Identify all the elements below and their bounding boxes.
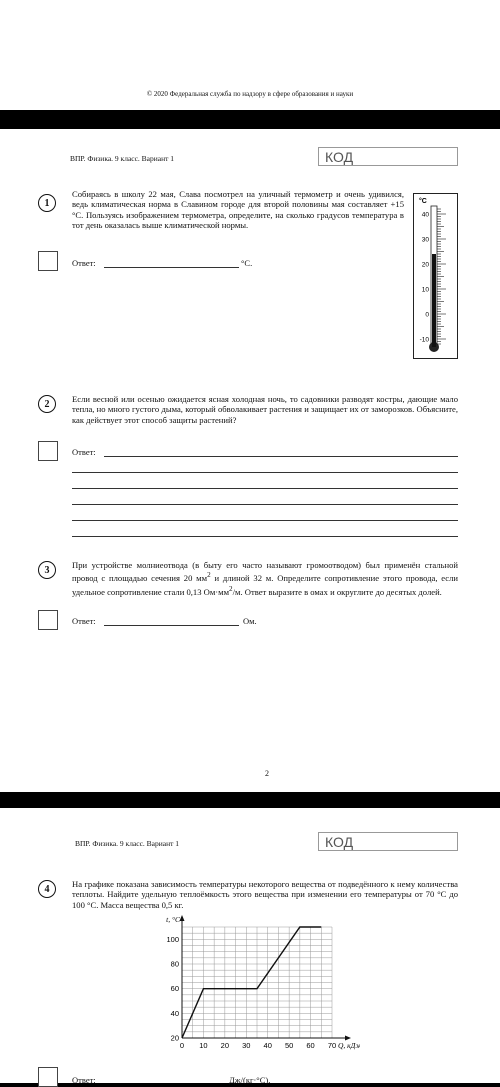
- question-number: 4: [38, 880, 56, 898]
- answer-unit: Дж/(кг·°С).: [229, 1075, 271, 1085]
- question-number: 1: [38, 194, 56, 212]
- chart-y-axis-arrow: [180, 915, 185, 921]
- chart-x-tick-label: 20: [220, 1041, 230, 1050]
- thermometer-tick-label: 30: [421, 236, 429, 244]
- question-number: 2: [38, 395, 56, 413]
- chart-y-tick-label: 100: [166, 934, 179, 944]
- thermometer-unit-label: °C: [419, 198, 427, 205]
- answer-line[interactable]: [72, 536, 458, 537]
- question-3-text: При устройстве молниеотвода (в быту его часто называют громоотводом) был применён стальной провод с площадью сечения 20 $мм^2$ и длиной 32 м. Определите сопротивление этого провода, если удельное сопротивление стали 0,13 $Ом\cdot мм^2/м$. Ответ выразите в омах и округлите до десятых долей.: [72, 560, 458, 597]
- chart-x-tick-label: 0: [179, 1041, 185, 1050]
- chart-y-tick-label: 80: [170, 959, 179, 969]
- chart-y-axis-label: t, °С: [166, 915, 180, 924]
- page-header: ВПР. Физика. 9 класс. Вариант 1: [75, 839, 180, 848]
- answer-line[interactable]: [72, 472, 458, 473]
- thermometer-tick-label: 40: [421, 211, 429, 219]
- answer-line[interactable]: [104, 267, 239, 268]
- answer-box[interactable]: [38, 1067, 58, 1087]
- question-1-text: Собираясь в школу 22 мая, Слава посмотрел на уличный термометр и очень удивился, ведь климатическая норма в Славином городе для второй половины мая составляет +15 °С. Пользуясь изображением термометра, определите, на сколько градусов температура в тот день оказалась выше климатической нормы.: [72, 189, 404, 231]
- thermometer-tick-label: 20: [421, 261, 429, 269]
- page-header: ВПР. Физика. 9 класс. Вариант 1: [70, 154, 175, 163]
- thermometer-scale: [414, 194, 457, 358]
- chart: [160, 912, 360, 1062]
- thermometer-liquid: [432, 254, 436, 347]
- chart-x-tick-label: 40: [263, 1041, 272, 1050]
- chart-y-tick-label: 40: [170, 1008, 179, 1018]
- chart-x-tick-label: 10: [199, 1041, 208, 1050]
- chart-y-tick-label: 20: [170, 1033, 179, 1043]
- page-2: [0, 129, 500, 792]
- chart-x-tick-label: 30: [242, 1041, 251, 1050]
- chart-y-tick-label: 60: [170, 984, 179, 994]
- chart-x-axis-arrow: [345, 1036, 351, 1041]
- chart-x-tick-label: 50: [284, 1041, 294, 1050]
- thermometer-illustration: [413, 193, 458, 359]
- page-top-fragment: [0, 0, 500, 110]
- answer-label: Ответ:: [72, 616, 96, 626]
- thermometer-tick-label: 0: [425, 311, 429, 319]
- answer-unit: °С.: [241, 258, 253, 268]
- question-2-text: Если весной или осенью ожидается ясная холодная ночь, то садовники разводят костры, дающие мало тепла, но много густого дыма, который обволакивает растения и защищает их от заморозков. Объясните, как действует этот способ защиты растений?: [72, 394, 458, 425]
- answer-box[interactable]: [38, 610, 58, 630]
- answer-box[interactable]: [38, 251, 58, 271]
- answer-line[interactable]: [72, 504, 458, 505]
- copyright-text: © 2020 Федеральная служба по надзору в сфере образования и науки: [146, 90, 354, 98]
- answer-label: Ответ:: [72, 447, 96, 457]
- answer-label: Ответ:: [72, 1075, 96, 1085]
- question-number: 3: [38, 561, 56, 579]
- answer-box[interactable]: [38, 441, 58, 461]
- question-4-text: На графике показана зависимость температуры некоторого вещества от подведённого к нему количества теплоты. Найдите удельную теплоёмкость этого вещества при изменении его температуры от 70 °С до 100 °С. Масса вещества 0,5 кг.: [72, 879, 458, 910]
- answer-label: Ответ:: [72, 258, 96, 268]
- kod-box[interactable]: КОД: [318, 147, 458, 166]
- page-number: 2: [265, 769, 269, 778]
- thermometer-tick-label: -10: [419, 336, 429, 344]
- chart-x-tick-label: 70: [327, 1041, 337, 1050]
- kod-box[interactable]: КОД: [318, 832, 458, 851]
- page-3: [0, 808, 500, 1083]
- chart-svg: [160, 912, 360, 1062]
- answer-line[interactable]: [72, 488, 458, 489]
- answer-line[interactable]: [104, 625, 239, 626]
- chart-x-tick-label: 60: [306, 1041, 315, 1050]
- answer-line[interactable]: [72, 520, 458, 521]
- chart-x-axis-label: Q, кДж: [338, 1041, 360, 1050]
- thermometer-tick-label: 10: [421, 286, 429, 294]
- answer-unit: Ом.: [243, 616, 257, 626]
- answer-line[interactable]: [104, 456, 458, 457]
